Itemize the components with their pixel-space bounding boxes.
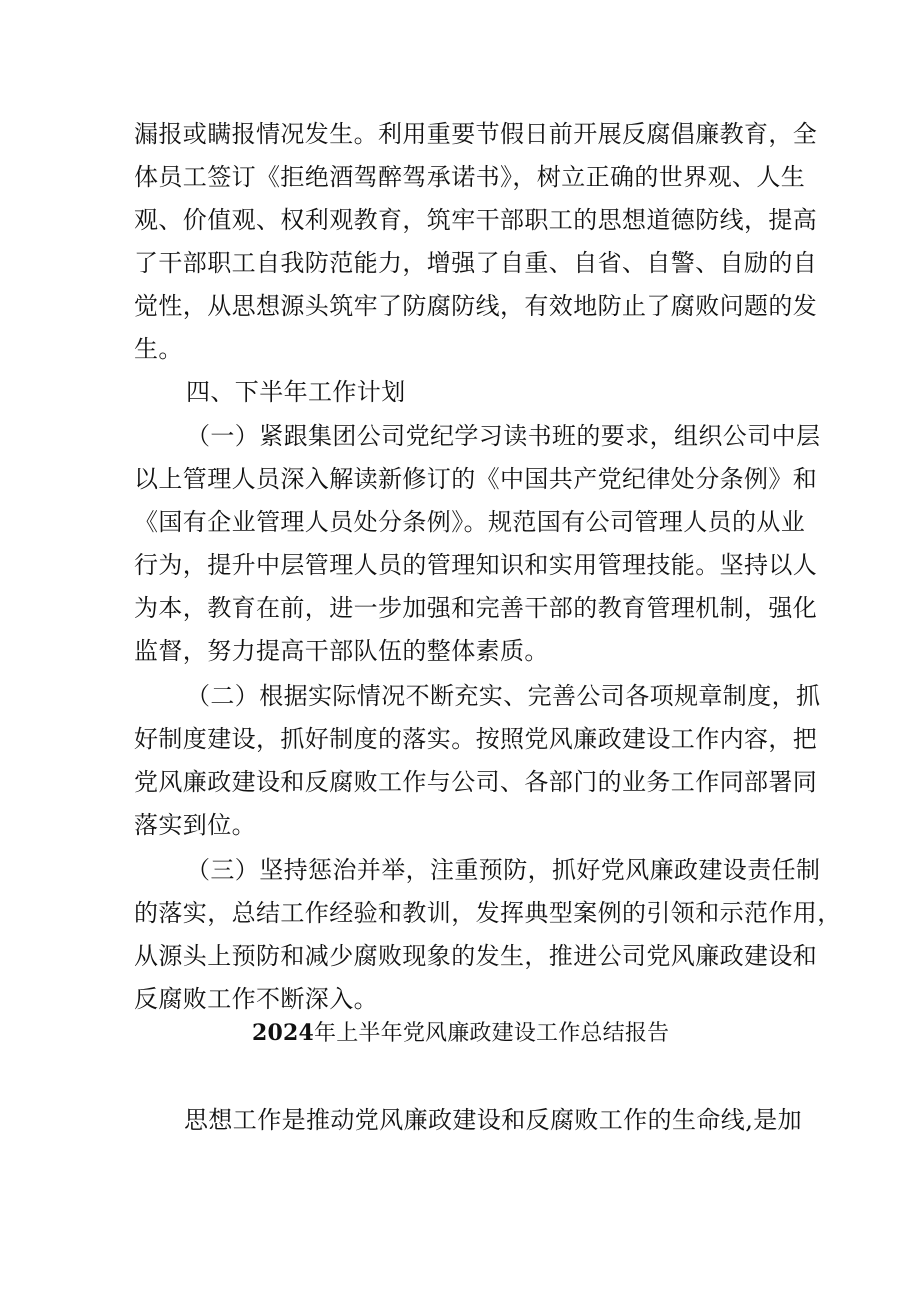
- body-line: 《国有企业管理人员处分条例》。规范国有公司管理人员的从业: [134, 508, 806, 536]
- body-line: 为本，教育在前，进一步加强和完善干部的教育管理机制，强化: [134, 594, 818, 622]
- body-line: 行为，提升中层管理人员的管理知识和实用管理技能。坚持以人: [134, 551, 818, 579]
- body-line: （二）根据实际情况不断充实、完善公司各项规章制度，抓: [186, 682, 821, 710]
- body-line: 了干部职工自我防范能力，增强了自重、自省、自警、自励的自: [134, 249, 818, 277]
- body-line: （三）坚持惩治并举，注重预防，抓好党风廉政建设责任制: [186, 856, 821, 884]
- body-line: 漏报或瞒报情况发生。利用重要节假日前开展反腐倡廉教育，全: [134, 120, 818, 148]
- report-title-text: 年上半年党风廉政建设工作总结报告: [314, 1021, 670, 1046]
- body-line: 从源头上预防和减少腐败现象的发生，推进公司党风廉政建设和: [134, 942, 818, 970]
- body-line: （一）紧跟集团公司党纪学习读书班的要求，组织公司中层: [186, 422, 821, 450]
- section-heading: 四、下半年工作计划: [186, 378, 406, 406]
- body-line: 反腐败工作不断深入。: [134, 985, 378, 1013]
- body-line: 监督，努力提高干部队伍的整体素质。: [134, 637, 549, 665]
- body-line: 的落实，总结工作经验和教训，发挥典型案例的引领和示范作用，: [134, 899, 842, 927]
- body-line: 生。: [134, 335, 183, 363]
- body-line: 落实到位。: [134, 811, 256, 839]
- body-line: 党风廉政建设和反腐败工作与公司、各部门的业务工作同部署同: [134, 768, 818, 796]
- body-line: 体员工签订《拒绝酒驾醉驾承诺书》，树立正确的世界观、人生: [134, 163, 806, 191]
- report-title: [252, 1022, 669, 1045]
- body-line: 观、价值观、权利观教育，筑牢干部职工的思想道德防线，提高: [134, 206, 818, 234]
- next-paragraph-line: 思想工作是推动党风廉政建设和反腐败工作的生命线,是加: [184, 1106, 803, 1134]
- body-line: 觉性，从思想源头筑牢了防腐防线，有效地防止了腐败问题的发: [134, 292, 818, 320]
- body-line: 以上管理人员深入解读新修订的《中国共产党纪律处分条例》和: [134, 465, 818, 493]
- report-title-year: 2024: [252, 1020, 315, 1046]
- body-line: 好制度建设，抓好制度的落实。按照党风廉政建设工作内容，把: [134, 725, 818, 753]
